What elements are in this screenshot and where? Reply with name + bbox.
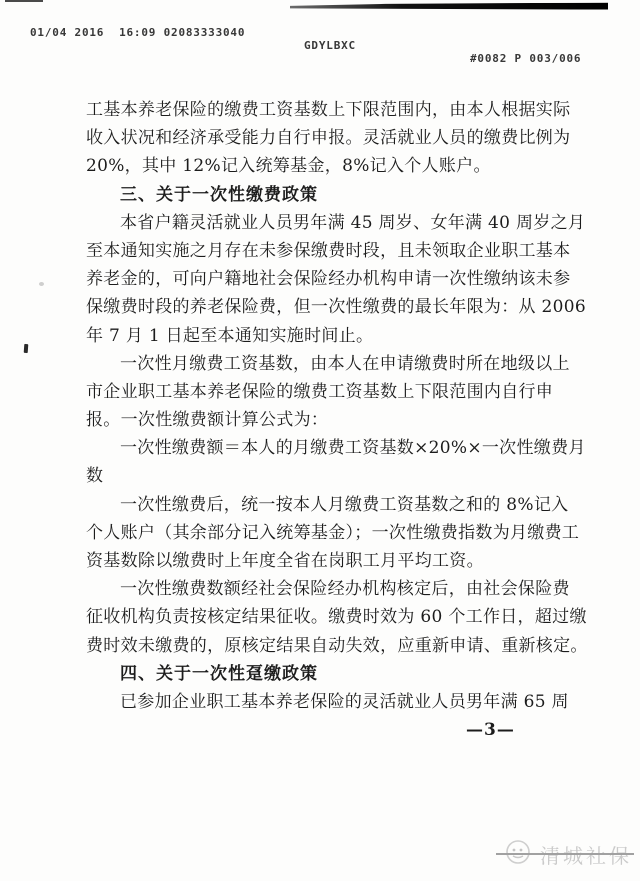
document-body <box>86 96 588 716</box>
document-line: 工基本养老保险的缴费工资基数上下限范围内，由本人根据实际 <box>86 100 571 120</box>
document-line: 一次性缴费额＝本人的月缴费工资基数×20%×一次性缴费月 <box>120 438 586 459</box>
fax-header-date-number: 01/04 2016 16:09 02083333040 <box>30 26 246 39</box>
document-line: 报。一次性缴费额计算公式为： <box>86 410 329 431</box>
scan-artifact-top-black-line <box>290 3 608 11</box>
page-number: —3— <box>466 720 515 740</box>
fax-transmission-header <box>0 13 640 78</box>
document-line: 20%，其中 12%记入统筹基金，8%记入个人账户。 <box>86 156 491 177</box>
document-line: 本省户籍灵活就业人员男年满 45 周岁、女年满 40 周岁之月 <box>120 212 586 233</box>
document-line: 已参加企业职工基本养老保险的灵活就业人员男年满 65 周 <box>120 691 569 712</box>
fax-header-page-counter: #0082 P 003/006 <box>470 52 582 65</box>
document-line: 数 <box>86 466 104 487</box>
document-line: 一次性缴费后，统一按本人月缴费工资基数之和的 8%记入 <box>120 494 569 515</box>
section-heading: 三、关于一次性缴费政策 <box>120 184 318 205</box>
section-heading: 四、关于一次性趸缴政策 <box>120 663 318 684</box>
document-line: 收入状况和经济承受能力自行申报。灵活就业人员的缴费比例为 <box>86 128 571 149</box>
document-line: 一次性月缴费工资基数，由本人在申请缴费时所在地级以上 <box>120 353 570 374</box>
document-line: 费时效未缴费的，原核定结果自动失效，应重新申请、重新核定。 <box>86 635 588 656</box>
document-line: 年 7 月 1 日起至本通知实施时间止。 <box>86 325 374 346</box>
scan-artifact-top-left-line <box>5 0 43 2</box>
document-line: 征收机构负责按核定结果征收。缴费时效为 60 个工作日，超过缴 <box>86 607 587 628</box>
document-line: 保缴费时段的养老保险费，但一次性缴费的最长年限为：从 2006 <box>86 297 586 318</box>
fax-header-station-id: GDYLBXC <box>304 39 356 52</box>
document-line: 至本通知实施之月存在未参保缴费时段，且未领取企业职工基本 <box>86 240 571 261</box>
watermark <box>496 836 636 870</box>
document-line: 资基数除以缴费时上年度全省在岗职工月平均工资。 <box>86 551 484 571</box>
scan-artifact-speck <box>24 344 29 353</box>
watermark-logo-icon <box>504 838 532 866</box>
document-line: 一次性缴费数额经社会保险经办机构核定后，由社会保险费 <box>120 579 570 600</box>
watermark-text: 清城社保 <box>540 844 632 868</box>
document-line: 个人账户（其余部分记入统筹基金）；一次性缴费指数为月缴费工 <box>86 522 580 543</box>
document-line: 市企业职工基本养老保险的缴费工资基数上下限范围内自行申 <box>86 381 554 402</box>
scan-artifact-faint-speck <box>39 282 44 286</box>
document-line: 养老金的，可向户籍地社会保险经办机构申请一次性缴纳该未参 <box>86 269 571 290</box>
